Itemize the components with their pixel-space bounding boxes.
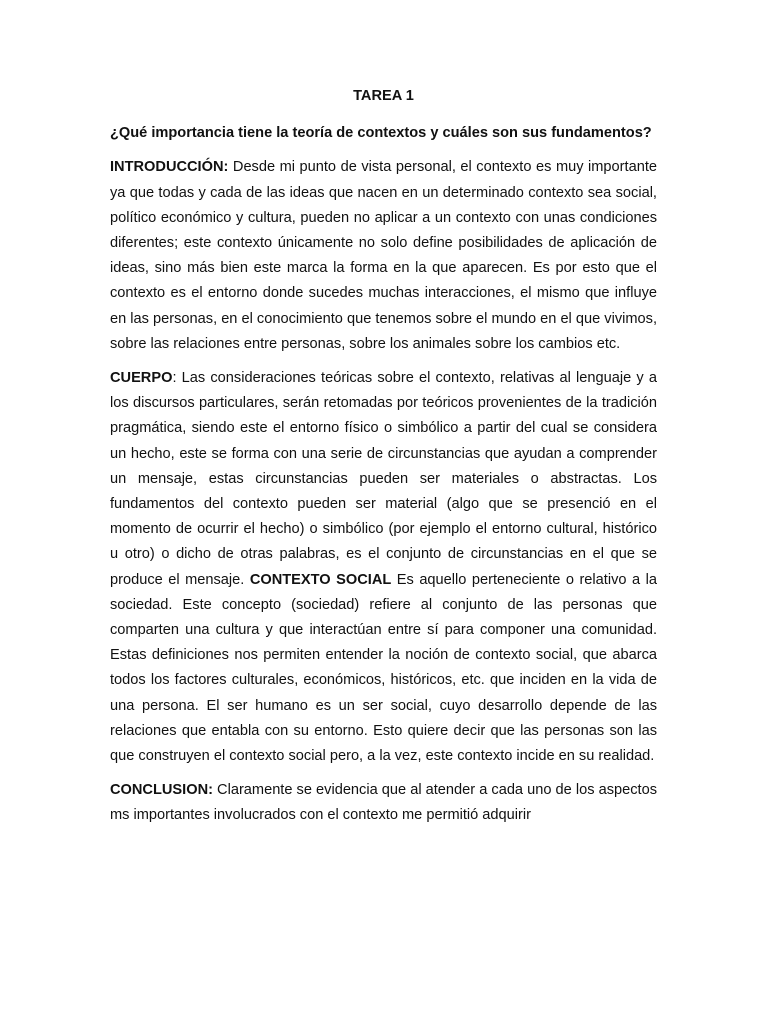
body-text-part2: Es aquello perteneciente o relativo a la sociedad. Este concepto (sociedad) refiere al conjunto de las personas que comparten una cultura y que interactúan entre sí para componer una comunidad. Estas definiciones nos permiten entender la noción de contexto social, que abarca todos los factores culturales, económicos, históricos, etc. que inciden en la vida de una persona. El ser humano es un ser social, cuyo desarrollo depende de las relaciones que entabla con su entorno. Esto quiere decir que las personas son las que construyen el contexto social pero, a la vez, este contexto incide en su realidad.: [110, 571, 657, 765]
document-page: [110, 84, 657, 838]
conclusion-label: CONCLUSION:: [110, 782, 213, 799]
introduction-text: Desde mi punto de vista personal, el contexto es muy importante ya que todas y cada de las ideas que nacen en un determinado contexto sea social, político económico y cultura, pueden no aplicar a un contexto con unas condiciones diferentes; este contexto únicamente no solo define posibilidades de aplicación de ideas, sino más bien este marca la forma en la que aparecen. Es por esto que el contexto es el entorno donde sucedes muchas interacciones, el mismo que influye en las personas, en el conocimiento que tenemos sobre el mundo en el que vivimos, sobre las relaciones entre personas, sobre los animales sobre los cambios etc.: [110, 159, 657, 352]
body-label: CUERPO: [110, 370, 173, 387]
social-context-label: CONTEXTO SOCIAL: [249, 571, 392, 588]
introduction-label: INTRODUCCIÓN:: [110, 159, 229, 176]
introduction-paragraph: [110, 155, 657, 357]
document-title: TAREA 1: [353, 88, 414, 104]
conclusion-paragraph: [110, 778, 657, 828]
body-paragraph: [110, 366, 657, 769]
conclusion-text: Claramente se evidencia que al atender a cada uno de los aspectos ms importantes involucrados con el contexto me permitió adquirir: [110, 782, 657, 824]
body-text-part1: : Las consideraciones teóricas sobre el contexto, relativas al lenguaje y a los discursos particulares, serán retomadas por teóricos provenientes de la tradición pragmática, siendo este el entorno físico o simbólico a partir del cual se considera un hecho, este se forma con una serie de circunstancias que ayudan a comprender un mensaje, estas circunstancias pueden ser materiales o abstractas. Los fundamentos del contexto pueden ser material (algo que se presenció en el momento de ocurrir el hecho) o simbólico (por ejemplo el entorno cultural, histórico u otro) o dicho de otras palabras, es el conjunto de circunstancias en el que se produce el mensaje.: [110, 370, 657, 588]
question-heading: ¿Qué importancia tiene la teoría de contextos y cuáles son sus fundamentos?: [110, 125, 652, 142]
